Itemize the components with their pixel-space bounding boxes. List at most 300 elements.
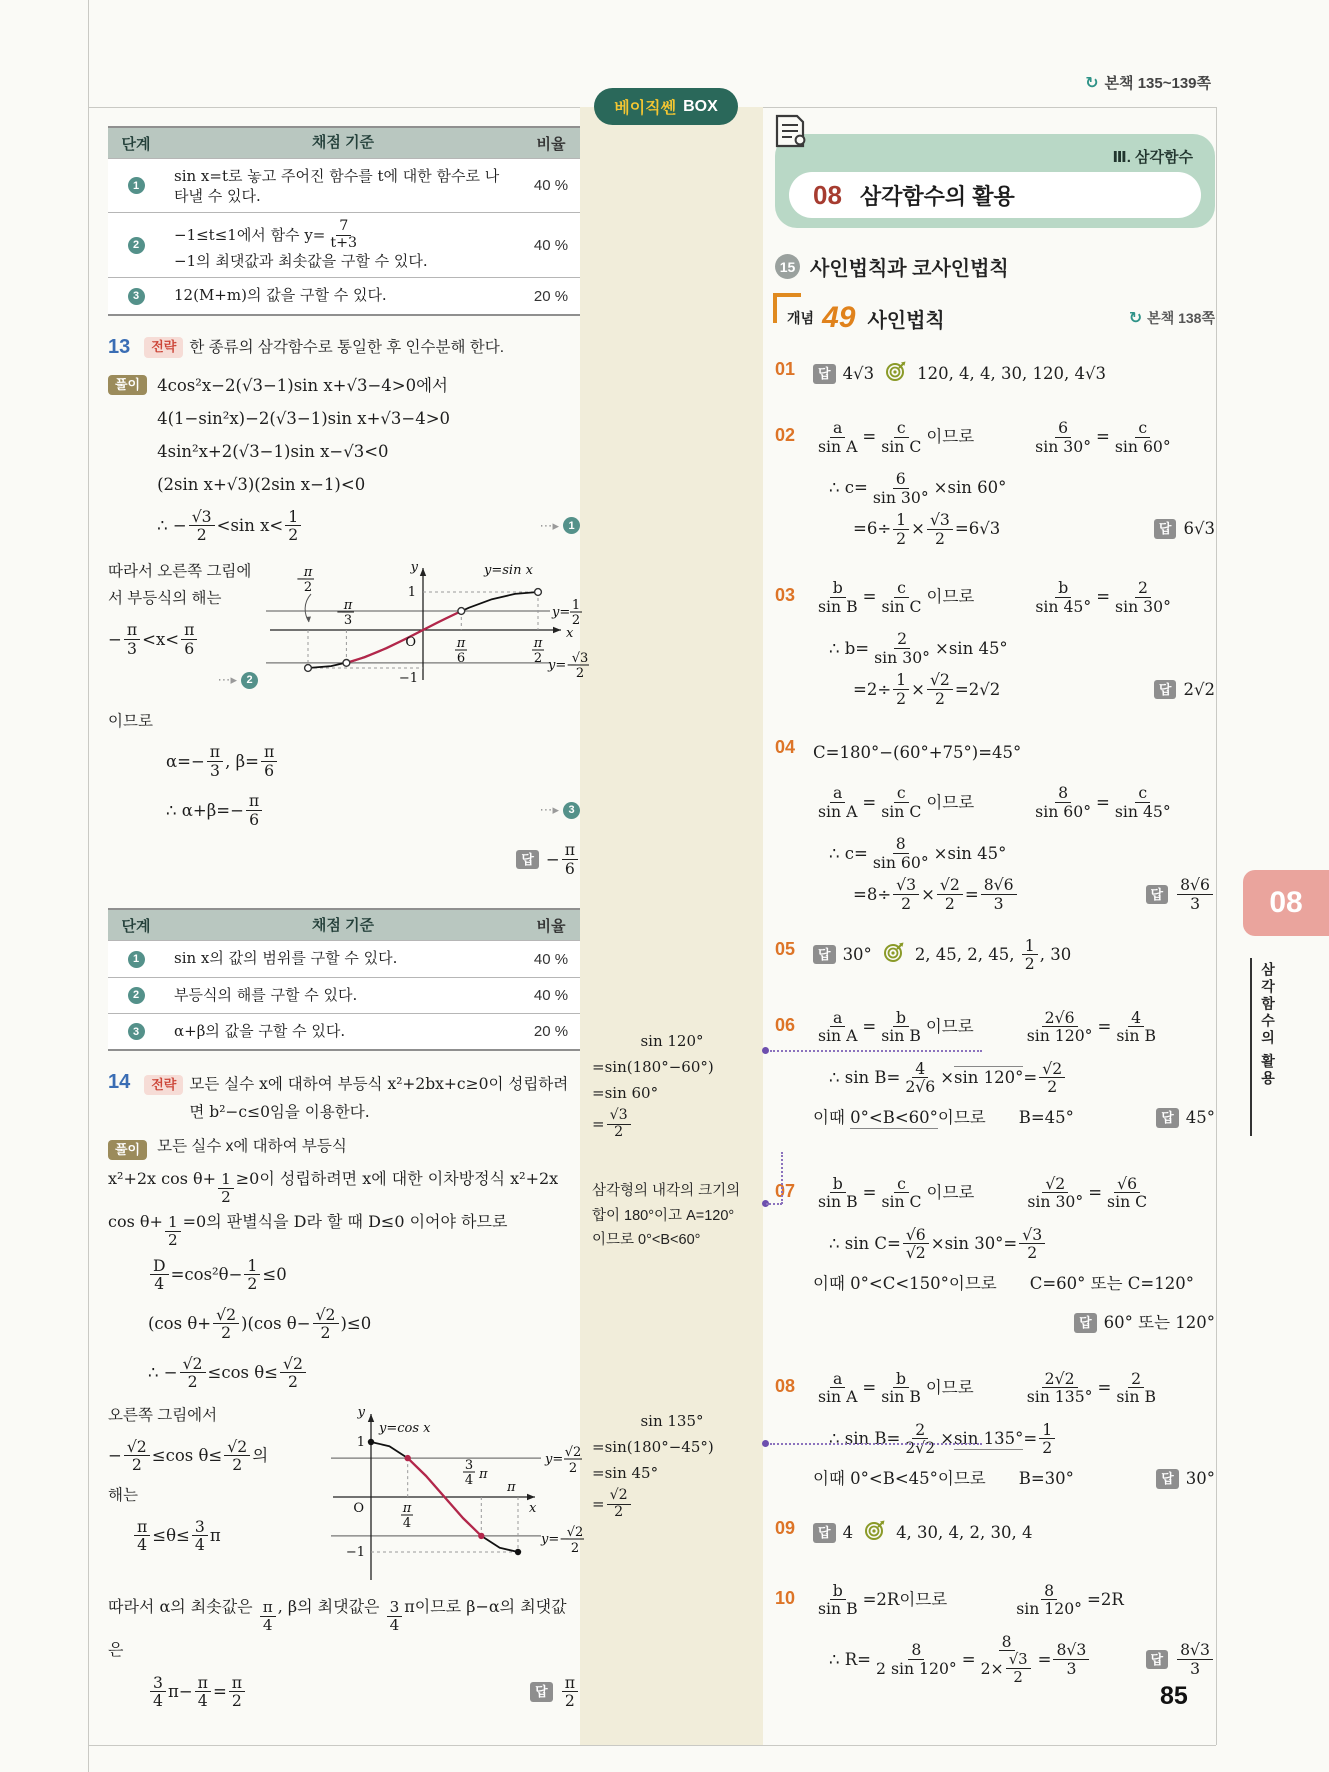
math-text: 2 xyxy=(221,1323,232,1343)
connector-line xyxy=(770,1443,982,1445)
math-text: 4 xyxy=(153,1691,163,1711)
fraction-num xyxy=(893,876,919,895)
fraction xyxy=(562,841,578,877)
problem-row xyxy=(813,999,1215,1055)
math-text: 1 xyxy=(221,1169,231,1188)
solution-badge: 풀이 xyxy=(108,1140,147,1160)
fraction xyxy=(981,876,1017,912)
paragraph: 이므로 xyxy=(108,712,153,730)
target-icon xyxy=(882,941,905,969)
fraction-num xyxy=(903,1226,929,1245)
math-text: 6 xyxy=(895,469,906,488)
math-text: π xyxy=(126,620,138,640)
fraction-den xyxy=(978,1651,1036,1685)
math-text: sin 30° xyxy=(874,647,930,667)
fraction-den xyxy=(387,1617,403,1634)
math-text: = xyxy=(961,1649,976,1669)
math-text: a xyxy=(833,1007,843,1027)
fraction xyxy=(978,1633,1036,1686)
math-text: 2 xyxy=(320,1323,331,1343)
fraction xyxy=(1053,1641,1089,1677)
fraction-num xyxy=(1042,1009,1078,1028)
fraction xyxy=(562,1674,578,1710)
problem-row xyxy=(813,630,1215,666)
math-text: 45° xyxy=(1185,1108,1215,1128)
fraction-num xyxy=(181,621,197,640)
svg-text:√3: √3 xyxy=(571,650,589,666)
math-text: 30° xyxy=(842,944,872,964)
table-row: 3 12(M+m)의 값을 구할 수 있다. 20 % xyxy=(108,277,580,313)
fraction-num xyxy=(1039,1060,1065,1079)
svg-text:2: 2 xyxy=(571,612,581,628)
math-text: √6 xyxy=(905,1224,926,1244)
fraction xyxy=(327,219,360,252)
math-text: 이때 xyxy=(813,1108,851,1128)
math-text: π xyxy=(263,742,275,762)
math xyxy=(853,671,1000,707)
sidebar-rule xyxy=(1250,958,1252,1136)
fraction xyxy=(313,1306,339,1342)
math-text: = xyxy=(212,1682,227,1702)
fraction-den xyxy=(1104,1193,1150,1211)
math-text: 6√3 xyxy=(1183,519,1215,539)
math-text: = xyxy=(592,1114,605,1133)
math-text: 3 xyxy=(1066,1658,1077,1678)
math xyxy=(829,1226,1047,1262)
fraction xyxy=(878,1175,924,1211)
math-text: √2 xyxy=(1042,1058,1063,1078)
section-heading xyxy=(775,252,1215,281)
math-text: π xyxy=(231,1672,243,1692)
connector-bullet xyxy=(762,1440,769,1447)
fraction xyxy=(815,579,861,615)
fraction-den xyxy=(181,640,197,658)
math-text: sin 30° xyxy=(872,487,929,507)
svg-text:O: O xyxy=(353,1500,364,1516)
svg-text:2: 2 xyxy=(570,1540,580,1556)
problem-row xyxy=(813,409,1215,465)
problem-06 xyxy=(775,999,1215,1135)
fraction xyxy=(1112,419,1174,455)
fraction-num xyxy=(894,1175,909,1194)
fraction xyxy=(893,511,909,547)
math-text: sin A xyxy=(818,1026,858,1046)
math-text: sin 120° xyxy=(1016,1599,1083,1619)
box-label-part2: BOX xyxy=(683,97,718,115)
svg-text:π: π xyxy=(343,597,353,613)
fraction xyxy=(1112,579,1174,615)
fraction-den xyxy=(285,1373,301,1391)
math-text: π이므로 β−α의 최댓값은 xyxy=(108,1596,567,1659)
math-text: × xyxy=(911,519,925,539)
problem-row xyxy=(813,1421,1215,1457)
problem-07 xyxy=(775,1165,1215,1340)
fraction-den xyxy=(1024,1244,1040,1262)
fraction-num xyxy=(1177,1641,1213,1660)
svg-text:π: π xyxy=(533,635,543,651)
math-text: ∴ R= xyxy=(829,1649,871,1669)
math-text: =cos²θ− xyxy=(170,1265,243,1285)
svg-text:O: O xyxy=(405,634,416,650)
math xyxy=(829,1633,1091,1686)
sin-graph xyxy=(258,558,589,704)
problem-row xyxy=(813,735,1215,769)
right-column xyxy=(775,112,1215,1691)
fraction-num xyxy=(562,841,578,860)
fraction-num xyxy=(313,1306,339,1325)
math-text: ≤cos θ≤ xyxy=(151,1446,223,1466)
connector-line xyxy=(770,1050,982,1052)
answer-badge: 답 xyxy=(516,850,539,870)
fraction-den xyxy=(1032,438,1094,456)
answer-badge: 답 xyxy=(813,364,836,384)
problem-number: 06 xyxy=(775,1014,796,1035)
math-text: 3 xyxy=(1190,894,1201,914)
math-text: √3 xyxy=(896,875,917,895)
fraction-den xyxy=(151,1275,167,1293)
paragraph: 해는 xyxy=(108,1486,138,1504)
fraction xyxy=(150,1257,169,1293)
fraction-num xyxy=(607,1108,631,1125)
connector-line xyxy=(766,1203,782,1205)
svg-text:y=: y= xyxy=(545,1451,564,1467)
svg-text:−: − xyxy=(336,604,347,620)
fraction xyxy=(878,784,924,820)
step-circle: 1 xyxy=(128,951,145,968)
math-text: 2 xyxy=(944,894,955,914)
svg-text:y=−: y=− xyxy=(548,657,578,673)
side-note-column xyxy=(580,107,763,1745)
fraction-num xyxy=(607,1488,631,1505)
math-text: 1 xyxy=(1024,935,1035,955)
math-text: sin x의 값의 범위를 구할 수 있다. xyxy=(174,949,398,968)
fraction-den xyxy=(942,895,958,913)
math-text: c xyxy=(896,783,906,803)
fraction xyxy=(1113,1009,1159,1045)
math-text: √3 xyxy=(1008,1650,1028,1669)
fraction-den xyxy=(815,803,860,821)
box-label-part1: 베이직쎈 xyxy=(614,100,677,117)
paragraph: 오른쪽 그림에서 xyxy=(108,1406,218,1424)
math xyxy=(813,784,974,820)
svg-text:y=cos x: y=cos x xyxy=(379,1420,431,1436)
math-text: 6 xyxy=(184,638,195,658)
math-text: 3 xyxy=(194,1516,205,1536)
math-text: ∴ b= xyxy=(829,638,870,658)
math-text: 4 xyxy=(197,1691,208,1711)
math-text: 8 xyxy=(1058,783,1069,803)
problem-row xyxy=(813,1165,1215,1221)
fraction-num xyxy=(1135,419,1150,438)
problem-number: 03 xyxy=(775,585,796,606)
math-text: =2√2 xyxy=(954,679,1001,699)
math-text: √2 xyxy=(315,1304,336,1324)
step-marker: ⋯▸ 1 xyxy=(539,517,580,534)
fraction-den xyxy=(229,1456,245,1474)
math xyxy=(1022,1009,1161,1045)
math xyxy=(1030,784,1176,820)
math xyxy=(1104,1312,1215,1333)
math-text: 0°<B<60° xyxy=(850,1107,938,1129)
math-text: 2 xyxy=(1042,1438,1053,1458)
fraction-num xyxy=(246,792,262,811)
problem-row xyxy=(813,1462,1215,1496)
math-text: √2 xyxy=(283,1353,303,1373)
problem-number: 09 xyxy=(775,1517,796,1538)
math-text: 이므로 xyxy=(937,1108,986,1128)
fraction xyxy=(1032,419,1094,455)
fraction-num xyxy=(285,508,301,527)
math-text: = xyxy=(1023,1429,1038,1449)
fraction xyxy=(1177,876,1213,912)
math-text: t+3 xyxy=(330,234,358,251)
fraction-den xyxy=(244,1275,260,1293)
fraction-num xyxy=(260,1599,276,1617)
fraction-den xyxy=(878,1193,924,1211)
figure-block-cos xyxy=(108,1402,584,1587)
fraction-den xyxy=(1113,1388,1159,1406)
fraction-num xyxy=(150,1674,166,1693)
problem-number: 08 xyxy=(775,1375,796,1396)
fraction xyxy=(607,1108,631,1141)
math-text: , β= xyxy=(225,751,259,771)
math xyxy=(813,1273,1194,1294)
math-text: =2÷ xyxy=(853,679,892,699)
svg-text:4: 4 xyxy=(464,1472,474,1488)
math-text: 2 xyxy=(897,629,908,649)
problems xyxy=(775,357,1215,1686)
answer-badge: 답 xyxy=(530,1682,553,1702)
math-text: −1≤t≤1에서 함수 y= xyxy=(174,225,326,244)
problem-number: 05 xyxy=(775,938,796,959)
math-text: √2 xyxy=(182,1353,203,1373)
math-text: 1 xyxy=(167,1212,178,1231)
math-text: = xyxy=(1097,1378,1112,1398)
svg-text:y=−: y=− xyxy=(541,1531,571,1547)
math xyxy=(813,1370,974,1406)
fraction-den xyxy=(878,1388,924,1406)
fraction xyxy=(1024,1175,1086,1211)
fraction-num xyxy=(244,1257,260,1276)
math-text: α=− xyxy=(166,751,205,771)
math-text: sin A xyxy=(818,801,858,821)
fraction-num xyxy=(1177,876,1213,895)
math-text: = xyxy=(862,587,877,607)
svg-text:3: 3 xyxy=(343,612,353,628)
problem-row xyxy=(813,511,1215,547)
fraction-num xyxy=(180,1355,206,1374)
math xyxy=(829,835,1006,871)
math-text: 8 xyxy=(911,1640,922,1660)
fraction xyxy=(815,1582,861,1618)
fraction-num xyxy=(1053,1641,1089,1660)
math-text: α+β의 값을 구할 수 있다. xyxy=(174,1021,346,1040)
math-text: b xyxy=(832,1173,843,1193)
fraction-den xyxy=(1113,1027,1159,1045)
problem-01 xyxy=(775,357,1215,391)
fraction-num xyxy=(1055,419,1071,438)
fraction-num xyxy=(224,1438,250,1457)
problem-13-solution xyxy=(108,368,580,552)
fraction-den xyxy=(870,854,932,872)
fraction-den xyxy=(1010,1669,1025,1686)
math-text: × xyxy=(940,1067,955,1087)
fraction-num xyxy=(1128,1009,1144,1028)
math-text: 이때 0°<C<150°이므로 xyxy=(813,1274,997,1294)
fraction-den xyxy=(1112,598,1174,616)
fraction-num xyxy=(893,671,909,690)
fraction-num xyxy=(1041,1582,1057,1601)
math-text: b xyxy=(832,578,843,598)
fraction-den xyxy=(1039,1439,1055,1457)
svg-text:y=: y= xyxy=(552,604,571,620)
chapter-label: Ⅲ. 삼각함수 xyxy=(1112,149,1193,166)
math xyxy=(829,630,1008,666)
fraction xyxy=(815,1175,861,1211)
answer-badge: 답 xyxy=(1154,519,1177,539)
math-text xyxy=(997,1273,1030,1294)
math-text: <x< xyxy=(142,629,180,649)
answer-group xyxy=(516,841,580,877)
svg-text:−1: −1 xyxy=(345,1544,365,1560)
math-text: sin C xyxy=(881,436,922,456)
fraction xyxy=(207,743,223,779)
math-text: √2 xyxy=(929,670,950,690)
strategy-badge: 전략 xyxy=(144,1075,183,1095)
math xyxy=(1030,579,1176,615)
math-text: √3 xyxy=(191,506,212,526)
fraction-den xyxy=(1187,1660,1203,1678)
fraction-den xyxy=(134,1536,150,1554)
fraction-den xyxy=(1024,1027,1096,1045)
svg-text:2: 2 xyxy=(533,650,543,666)
answer-badge: 답 xyxy=(813,945,836,965)
fraction xyxy=(260,1599,276,1634)
svg-text:√2: √2 xyxy=(564,1444,582,1460)
answer-badge: 답 xyxy=(1146,885,1169,905)
math-text: √6 xyxy=(1117,1173,1138,1193)
fraction-den xyxy=(165,1232,181,1249)
math-text: 2 xyxy=(196,525,207,545)
rubric-header: 단계 채점 기준 비율 xyxy=(108,910,580,940)
fraction-den xyxy=(218,1189,234,1206)
math-text: −1의 최댓값과 최솟값을 구할 수 있다. xyxy=(174,251,428,270)
math xyxy=(915,937,1071,973)
fraction-num xyxy=(893,835,909,854)
fraction-num xyxy=(280,1355,306,1374)
fraction-den xyxy=(1024,1388,1096,1406)
fraction-num xyxy=(927,671,953,690)
fraction-den xyxy=(261,762,277,780)
fraction xyxy=(244,1257,260,1293)
math xyxy=(1175,1641,1215,1677)
svg-text:x: x xyxy=(566,625,574,641)
math-text: √2 xyxy=(609,1487,628,1503)
math-text: 2 xyxy=(896,688,907,708)
math-text: ∴ sin C= xyxy=(829,1234,901,1254)
math-text: = xyxy=(964,884,979,904)
fraction-den xyxy=(285,526,301,544)
rubric-table-1 xyxy=(108,126,580,316)
math xyxy=(917,363,1106,384)
math-text: 120, 4, 4, 30, 120, 4√3 xyxy=(917,364,1107,384)
math-text: a xyxy=(833,417,843,437)
book-ref-top: ↻ 본책 135~139쪽 xyxy=(1085,74,1211,92)
math xyxy=(829,1060,1067,1096)
math-text: c xyxy=(897,1173,906,1193)
fraction xyxy=(1024,1009,1096,1045)
fraction-num xyxy=(893,511,909,530)
svg-text:π: π xyxy=(402,1500,412,1516)
math xyxy=(813,419,974,455)
math-text: =8÷ xyxy=(853,884,892,904)
fraction xyxy=(815,784,860,820)
math-text: 1 xyxy=(896,510,907,530)
math-text: π xyxy=(197,1672,208,1692)
math-text: 의 xyxy=(252,1446,269,1466)
fraction xyxy=(189,508,215,544)
concept-bracket xyxy=(773,293,801,323)
fraction-den xyxy=(124,640,140,658)
fraction-den xyxy=(1032,803,1094,821)
math-text: π xyxy=(564,1672,575,1692)
math-text: 이때 0°<B<45°이므로 xyxy=(813,1469,986,1489)
math-text: = xyxy=(862,1378,877,1398)
fraction xyxy=(878,1370,924,1406)
problem-10 xyxy=(775,1572,1215,1686)
fraction xyxy=(607,1488,631,1521)
svg-text:−1: −1 xyxy=(398,670,418,686)
ansgrp xyxy=(813,363,874,384)
fraction-num xyxy=(1019,1226,1045,1245)
fraction-den xyxy=(195,1692,211,1710)
math xyxy=(1183,518,1215,539)
fraction-den xyxy=(218,1324,234,1342)
right-rule xyxy=(1216,107,1217,1745)
answer-badge: 답 xyxy=(1154,680,1177,700)
ansgrp xyxy=(813,944,872,965)
fraction-den xyxy=(562,860,578,878)
math-text: ×sin 60° xyxy=(933,478,1007,498)
fraction-den xyxy=(878,803,924,821)
fraction-den xyxy=(192,1536,208,1554)
concept-title: 사인법칙 xyxy=(867,309,945,332)
math-text: sin 120° xyxy=(640,1032,704,1051)
math-text: C=60° 또는 C=120° xyxy=(1029,1274,1194,1294)
math-text: ∴ sin B= xyxy=(829,1067,901,1087)
math-text: =sin(180°−60°) xyxy=(592,1058,714,1077)
math-text: 이므로 xyxy=(926,587,975,607)
answer-group xyxy=(530,1674,580,1710)
math-text: a xyxy=(833,1368,843,1388)
fraction-num xyxy=(1042,1175,1068,1194)
math-text: 2 xyxy=(1137,578,1148,598)
math-text: sin B xyxy=(881,1387,921,1407)
fraction xyxy=(1039,1060,1065,1096)
math-text: 2 xyxy=(1027,1243,1038,1263)
math-text: 3 xyxy=(1190,1658,1201,1678)
math-text: ×sin 45° xyxy=(933,843,1007,863)
problem-row xyxy=(813,1267,1215,1301)
svg-text:π: π xyxy=(303,564,313,580)
math-text: 8√3 xyxy=(1056,1640,1087,1660)
math-text: 4(1−sin²x)−2(√3−1)sin x+√3−4>0 xyxy=(157,408,451,428)
math-text: sin 45° xyxy=(1114,801,1171,821)
svg-text:y: y xyxy=(357,1404,365,1420)
math-text: π xyxy=(137,1516,148,1536)
math-text: 2 xyxy=(247,1274,258,1294)
math-text: 2√6 xyxy=(905,1077,936,1097)
